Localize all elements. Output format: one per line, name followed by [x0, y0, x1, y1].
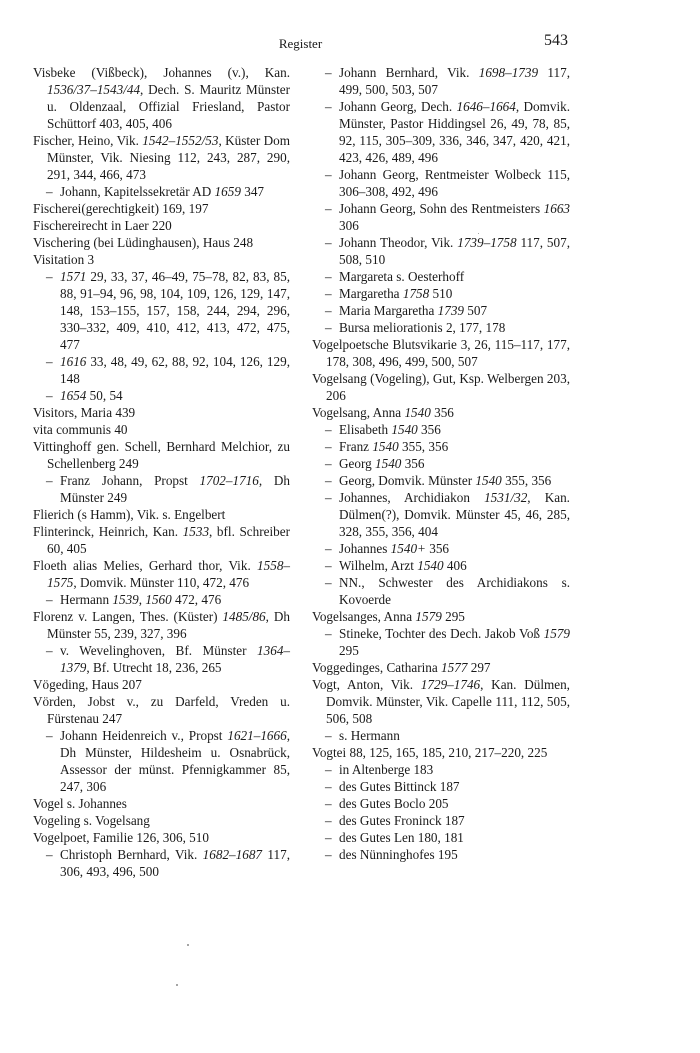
- entry-text: Visitation 3: [33, 252, 95, 267]
- index-subentry: [33, 591, 290, 608]
- subentry-dash: –: [325, 167, 332, 182]
- subentry-dash: –: [325, 830, 332, 845]
- entry-text: Visitors, Maria 439: [33, 405, 136, 420]
- entry-date: 1533: [182, 524, 210, 539]
- index-subentry: [312, 285, 570, 302]
- entry-text: 117, 499, 500, 503, 507: [339, 65, 570, 97]
- entry-text: 306: [339, 218, 359, 233]
- entry-date: 1571: [60, 269, 87, 284]
- entry-text: Johannes: [339, 541, 391, 556]
- index-subentry: [312, 761, 570, 778]
- entry-text: 50, 54: [86, 388, 123, 403]
- index-entry: [33, 404, 290, 421]
- index-subentry: [33, 727, 290, 795]
- entry-text: , Kan. Dülmen, Domvik. Münster, Vik. Capelle 111, 112, 505, 506, 508: [326, 677, 570, 726]
- entry-date: 1485/86: [222, 609, 266, 624]
- index-entry: [33, 506, 290, 523]
- subentry-dash: –: [325, 303, 332, 318]
- entry-text: Vogelpoet, Familie 126, 306, 510: [33, 830, 209, 845]
- entry-text: Flierich (s Hamm), Vik. s. Engelbert: [33, 507, 226, 522]
- stray-mark: [187, 944, 189, 946]
- entry-date: 1758: [402, 286, 430, 301]
- index-subentry: [312, 302, 570, 319]
- entry-text: 297: [467, 660, 491, 675]
- subentry-dash: –: [46, 728, 53, 743]
- entry-text: 347: [240, 184, 264, 199]
- subentry-dash: –: [325, 269, 332, 284]
- entry-text: , Dech. S. Mauritz Münster u. Oldenzaal, Offizial Friesland, Pastor Schüttorf 403, 405, 406: [47, 82, 290, 131]
- entry-text: Vogelsang (Vogeling), Gut, Ksp. Welbergen 203, 206: [312, 371, 570, 403]
- subentry-dash: –: [325, 99, 332, 114]
- entry-date: 1540: [417, 558, 444, 573]
- entry-text: Vittinghoff gen. Schell, Bernhard Melchior, zu Schellenberg 249: [33, 439, 290, 471]
- entry-text: 356: [401, 456, 425, 471]
- index-subentry: [33, 183, 290, 200]
- entry-text: Johann Heidenreich v., Propst: [60, 728, 228, 743]
- entry-text: des Gutes Bittinck 187: [339, 779, 460, 794]
- entry-date: 1698–1739: [478, 65, 539, 80]
- entry-text: Vogel s. Johannes: [33, 796, 127, 811]
- index-subentry: [33, 846, 290, 880]
- entry-text: Vogelsang, Anna: [312, 405, 405, 420]
- entry-text: Franz Johann, Propst: [60, 473, 200, 488]
- subentry-dash: –: [325, 456, 332, 471]
- index-subentry: [312, 489, 570, 540]
- index-subentry: [312, 540, 570, 557]
- index-entry: [33, 234, 290, 251]
- entry-date: 1539: [112, 592, 139, 607]
- entry-text: des Gutes Len 180, 181: [339, 830, 464, 845]
- index-subentry: [312, 778, 570, 795]
- entry-date: 1739–1758: [457, 235, 517, 250]
- entry-text: Fischerei(gerechtigkeit) 169, 197: [33, 201, 209, 216]
- entry-text: Vogeling s. Vogelsang: [33, 813, 150, 828]
- entry-text: Franz: [339, 439, 373, 454]
- index-subentry: [312, 727, 570, 744]
- entry-text: Johann Georg, Rentmeister Wolbeck 115, 306–308, 492, 496: [339, 167, 570, 199]
- entry-date: 1531/32: [484, 490, 528, 505]
- index-entry: [312, 404, 570, 421]
- index-entry: [312, 659, 570, 676]
- index-subentry: [33, 268, 290, 353]
- subentry-dash: –: [46, 847, 53, 862]
- entry-text: 356: [425, 541, 450, 556]
- entry-date: 1540: [475, 473, 502, 488]
- index-entry: [33, 64, 290, 132]
- index-entry: [33, 795, 290, 812]
- entry-text: , bfl. Schreiber 60, 405: [47, 524, 290, 556]
- entry-date: 1577: [441, 660, 468, 675]
- index-subentry: [312, 319, 570, 336]
- index-subentry: [312, 64, 570, 98]
- entry-date: 1663: [543, 201, 570, 216]
- entry-date: 1616: [60, 354, 87, 369]
- index-subentry: [312, 166, 570, 200]
- entry-date: 1646–1664: [456, 99, 516, 114]
- entry-text: 510: [429, 286, 453, 301]
- subentry-dash: –: [46, 473, 53, 488]
- subentry-dash: –: [325, 490, 332, 505]
- entry-date: 1659: [214, 184, 241, 199]
- entry-text: Johann Georg, Sohn des Rentmeisters: [339, 201, 544, 216]
- index-subentry: [312, 455, 570, 472]
- entry-text: Visbeke (Vißbeck), Johannes (v.), Kan.: [33, 65, 290, 80]
- subentry-dash: –: [46, 354, 53, 369]
- index-subentry: [312, 200, 570, 234]
- entry-text: 117, 507, 508, 510: [339, 235, 570, 267]
- subentry-dash: –: [46, 592, 53, 607]
- index-subentry: [312, 438, 570, 455]
- entry-text: des Nünninghofes 195: [339, 847, 458, 862]
- entry-date: 1579: [543, 626, 570, 641]
- running-title: Register: [278, 36, 323, 51]
- entry-text: 472, 476: [171, 592, 222, 607]
- entry-text: NN., Schwester des Archidiakons s. Kovoerde: [339, 575, 570, 607]
- entry-text: ,: [138, 592, 146, 607]
- entry-text: in Altenberge 183: [339, 762, 434, 777]
- entry-text: v. Wevelinghoven, Bf. Münster: [60, 643, 258, 658]
- entry-text: Georg: [339, 456, 376, 471]
- entry-text: des Gutes Boclo 205: [339, 796, 449, 811]
- entry-text: Johannes, Archidiakon: [339, 490, 485, 505]
- entry-text: , Domvik. Münster 110, 472, 476: [73, 575, 250, 590]
- entry-text: 295: [441, 609, 465, 624]
- subentry-dash: –: [46, 643, 53, 658]
- entry-text: 507: [464, 303, 488, 318]
- entry-date: 1654: [60, 388, 87, 403]
- index-entry: [33, 200, 290, 217]
- subentry-dash: –: [325, 235, 332, 250]
- entry-date: 1702–1716: [199, 473, 259, 488]
- entry-text: Christoph Bernhard, Vik.: [60, 847, 203, 862]
- entry-text: Fischereirecht in Laer 220: [33, 218, 172, 233]
- index-entry: [312, 370, 570, 404]
- entry-text: Elisabeth: [339, 422, 392, 437]
- index-subentry: [33, 387, 290, 404]
- subentry-dash: –: [325, 762, 332, 777]
- entry-text: Vörden, Jobst v., zu Darfeld, Vreden u. Fürstenau 247: [33, 694, 290, 726]
- index-entry: [312, 744, 570, 761]
- entry-text: , Dh Münster 55, 239, 327, 396: [47, 609, 290, 641]
- subentry-dash: –: [325, 796, 332, 811]
- entry-text: des Gutes Froninck 187: [339, 813, 465, 828]
- entry-text: Johann, Kapitelssekretär AD: [60, 184, 215, 199]
- subentry-dash: –: [325, 201, 332, 216]
- subentry-dash: –: [46, 388, 53, 403]
- entry-date: 1364–1379: [60, 643, 290, 675]
- index-subentry: [33, 353, 290, 387]
- entry-date: 1560: [145, 592, 172, 607]
- subentry-dash: –: [325, 286, 332, 301]
- subentry-dash: –: [325, 541, 332, 556]
- index-subentry: [312, 98, 570, 166]
- index-entry: [33, 608, 290, 642]
- entry-date: 1729–1746: [420, 677, 481, 692]
- subentry-dash: –: [46, 269, 53, 284]
- entry-text: 117, 306, 493, 496, 500: [60, 847, 290, 879]
- index-subentry: [33, 642, 290, 676]
- entry-text: Voggedinges, Catharina: [312, 660, 442, 675]
- entry-text: Johann Georg, Dech.: [339, 99, 457, 114]
- index-subentry: [312, 234, 570, 268]
- index-entry: [33, 676, 290, 693]
- entry-text: Vogt, Anton, Vik.: [312, 677, 421, 692]
- entry-date: 1739: [437, 303, 464, 318]
- entry-text: Vogelpoetsche Blutsvikarie 3, 26, 115–117, 177, 178, 308, 496, 499, 500, 507: [312, 337, 570, 369]
- index-subentry: [312, 829, 570, 846]
- entry-text: Hermann: [60, 592, 113, 607]
- entry-date: 1621–1666: [227, 728, 287, 743]
- entry-date: 1682–1687: [202, 847, 262, 862]
- entry-text: , Dh Münster 249: [60, 473, 290, 505]
- subentry-dash: –: [325, 422, 332, 437]
- index-subentry: [312, 846, 570, 863]
- entry-text: Fischer, Heino, Vik.: [33, 133, 143, 148]
- page-number: 543: [544, 32, 568, 49]
- entry-date: 1536/37–1543/44: [47, 82, 141, 97]
- entry-date: 1540+: [390, 541, 426, 556]
- entry-text: Georg, Domvik. Münster: [339, 473, 476, 488]
- subentry-dash: –: [325, 320, 332, 335]
- index-column-left: [33, 64, 290, 880]
- index-subentry: [312, 472, 570, 489]
- index-entry: [33, 829, 290, 846]
- index-entry: [312, 676, 570, 727]
- stray-mark: [176, 984, 178, 986]
- entry-text: Stineke, Tochter des Dech. Jakob Voß: [339, 626, 544, 641]
- entry-text: Margaretha: [339, 286, 403, 301]
- index-entry: [33, 217, 290, 234]
- index-entry: [33, 812, 290, 829]
- entry-text: s. Hermann: [339, 728, 400, 743]
- entry-text: Maria Margaretha: [339, 303, 438, 318]
- entry-text: , Küster Dom Münster, Vik. Niesing 112, 243, 287, 290, 291, 344, 466, 473: [47, 133, 290, 182]
- entry-text: Vogelsanges, Anna: [312, 609, 416, 624]
- entry-text: 406: [443, 558, 467, 573]
- entry-text: Bursa meliorationis 2, 177, 178: [339, 320, 506, 335]
- page-header: [33, 34, 568, 54]
- entry-text: Wilhelm, Arzt: [339, 558, 418, 573]
- index-entry: [33, 523, 290, 557]
- index-entry: [33, 693, 290, 727]
- index-subentry: [312, 268, 570, 285]
- entry-text: , Kan. Dülmen(?), Domvik. Münster 45, 46, 285, 328, 355, 356, 404: [339, 490, 570, 539]
- index-entry: [33, 557, 290, 591]
- entry-text: Flinterinck, Heinrich, Kan.: [33, 524, 183, 539]
- index-column-right: [312, 64, 570, 863]
- index-subentry: [312, 421, 570, 438]
- index-subentry: [312, 795, 570, 812]
- index-subentry: [312, 574, 570, 608]
- subentry-dash: –: [325, 728, 332, 743]
- entry-text: , Dh Münster, Hildesheim u. Osnabrück, Assessor der münst. Pfennigkammer 85, 247, 306: [60, 728, 290, 794]
- entry-text: , Bf. Utrecht 18, 236, 265: [86, 660, 222, 675]
- entry-text: 356: [417, 422, 441, 437]
- index-entry: [33, 421, 290, 438]
- entry-text: 33, 48, 49, 62, 88, 92, 104, 126, 129, 148: [60, 354, 290, 386]
- subentry-dash: –: [325, 439, 332, 454]
- entry-text: , Domvik. Münster, Pastor Hiddingsel 26, 49, 78, 85, 92, 115, 305–309, 336, 346, 347, 420, 421, 423, 426, 489, 496: [339, 99, 570, 165]
- entry-date: 1542–1552/53: [142, 133, 219, 148]
- entry-date: 1540: [404, 405, 431, 420]
- entry-date: 1579: [415, 609, 442, 624]
- index-entry: [33, 132, 290, 183]
- entry-text: Vischering (bei Lüdinghausen), Haus 248: [33, 235, 254, 250]
- index-entry: [33, 438, 290, 472]
- index-entry: [312, 608, 570, 625]
- subentry-dash: –: [325, 575, 332, 590]
- entry-text: Vogtei 88, 125, 165, 185, 210, 217–220, 225: [312, 745, 548, 760]
- subentry-dash: –: [325, 473, 332, 488]
- entry-text: 295: [339, 643, 359, 658]
- index-subentry: [312, 625, 570, 659]
- entry-text: 355, 356: [398, 439, 449, 454]
- subentry-dash: –: [325, 558, 332, 573]
- stray-mark: [478, 233, 479, 234]
- entry-text: Margareta s. Oesterhoff: [339, 269, 465, 284]
- entry-date: 1540: [375, 456, 402, 471]
- entry-date: 1540: [372, 439, 399, 454]
- entry-text: Johann Bernhard, Vik.: [339, 65, 479, 80]
- subentry-dash: –: [325, 847, 332, 862]
- index-entry: [33, 251, 290, 268]
- index-subentry: [312, 557, 570, 574]
- index-entry: [312, 336, 570, 370]
- entry-text: Johann Theodor, Vik.: [339, 235, 458, 250]
- entry-text: Vögeding, Haus 207: [33, 677, 142, 692]
- index-subentry: [312, 812, 570, 829]
- entry-text: vita communis 40: [33, 422, 128, 437]
- subentry-dash: –: [46, 184, 53, 199]
- entry-text: 355, 356: [501, 473, 552, 488]
- entry-text: Floeth alias Melies, Gerhard thor, Vik.: [33, 558, 258, 573]
- entry-date: 1540: [391, 422, 418, 437]
- entry-text: 29, 33, 37, 46–49, 75–78, 82, 83, 85, 88, 91–94, 96, 98, 104, 109, 126, 129, 147, 148, 153–155, 157, 158, 244, 294, 296, 330–332, 409, 410, 412, 413, 472, 475, 477: [60, 269, 290, 352]
- subentry-dash: –: [325, 779, 332, 794]
- subentry-dash: –: [325, 813, 332, 828]
- index-subentry: [33, 472, 290, 506]
- entry-date: 1558–1575: [47, 558, 290, 590]
- entry-text: Florenz v. Langen, Thes. (Küster): [33, 609, 223, 624]
- entry-text: 356: [430, 405, 454, 420]
- subentry-dash: –: [325, 65, 332, 80]
- subentry-dash: –: [325, 626, 332, 641]
